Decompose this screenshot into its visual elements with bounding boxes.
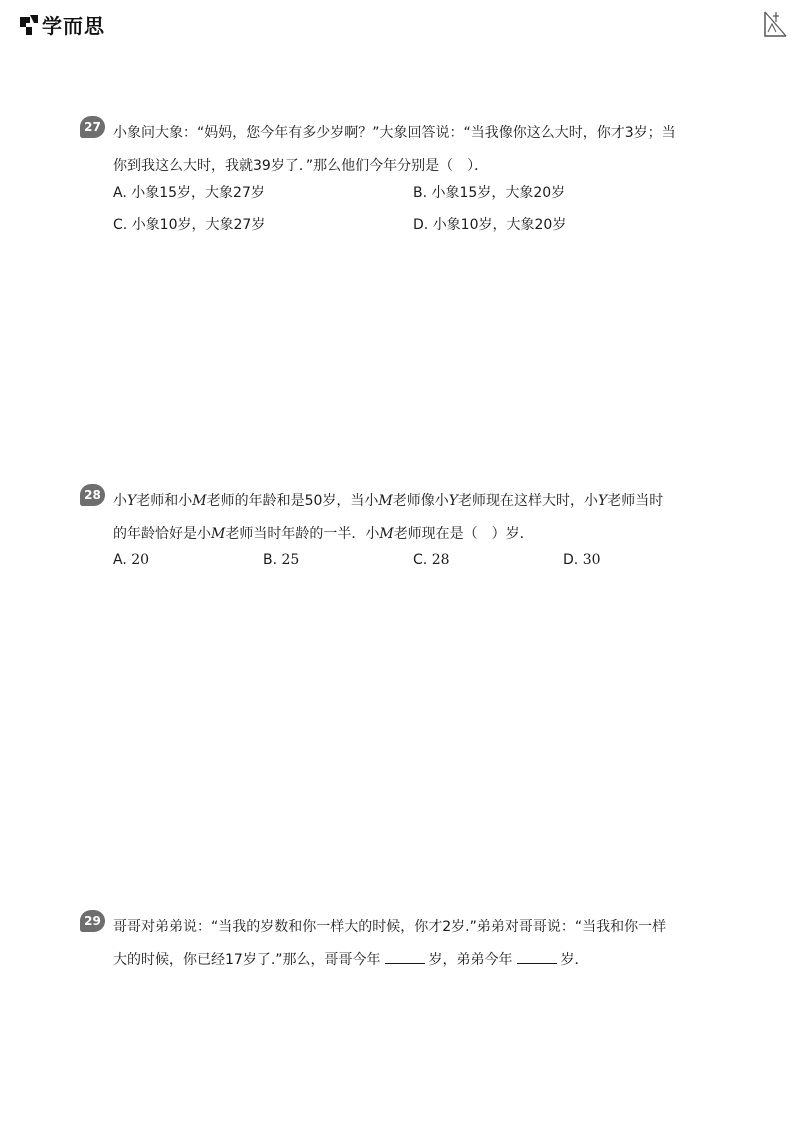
option-text: 小象15岁，大象20岁	[431, 185, 566, 201]
option-b[interactable]	[263, 552, 299, 568]
question-text	[113, 485, 723, 551]
question-line: 你到我这么大时，我就39岁了．”那么他们今年分别是（ ）．	[113, 158, 489, 174]
option-text: 30	[582, 552, 601, 568]
option-b[interactable]	[413, 182, 565, 202]
question-line: 小Y老师和小M老师的年龄和是50岁，当小M老师像小Y老师现在这样大时，小Y老师当时	[113, 493, 664, 509]
option-label: D.	[413, 217, 429, 233]
answer-blank-younger-brother[interactable]	[517, 949, 557, 964]
option-label: A.	[113, 552, 127, 568]
question-text	[113, 911, 723, 977]
brand-logo	[18, 10, 105, 39]
option-text: 20	[131, 552, 150, 568]
option-c[interactable]	[413, 552, 450, 568]
brand-mark-icon	[18, 13, 40, 37]
answer-blank-brother[interactable]	[385, 949, 425, 964]
option-text: 小象10岁，大象20岁	[432, 217, 567, 233]
option-text: 28	[431, 552, 450, 568]
option-label: B.	[413, 185, 428, 201]
question-line: 的年龄恰好是小M老师当时年龄的一半．小M老师现在是（ ）岁．	[113, 526, 534, 542]
corner-mark-icon	[762, 10, 788, 38]
question-line: 大的时候，你已经17岁了.”那么，哥哥今年 岁，弟弟今年 岁．	[113, 944, 723, 977]
option-label: B.	[263, 552, 278, 568]
question-text	[113, 117, 723, 183]
question-line: 哥哥对弟弟说：“当我的岁数和你一样大的时候，你才2岁.”弟弟对哥哥说：“当我和你一样	[113, 919, 667, 935]
question-number-badge: 29	[80, 910, 105, 932]
option-label: C.	[113, 217, 128, 233]
option-label: A.	[113, 185, 127, 201]
option-text: 小象15岁，大象27岁	[131, 185, 265, 201]
option-label: C.	[413, 552, 428, 568]
option-c[interactable]	[113, 214, 265, 234]
option-d[interactable]	[563, 552, 601, 568]
option-d[interactable]	[413, 214, 566, 234]
question-line: 小象问大象：“妈妈，您今年有多少岁啊？”大象回答说：“当我像你这么大时，你才3岁；当	[113, 125, 676, 141]
option-label: D.	[563, 552, 579, 568]
option-a[interactable]	[113, 552, 149, 568]
option-text: 25	[281, 552, 300, 568]
question-number-badge: 27	[80, 116, 105, 138]
option-text: 小象10岁，大象27岁	[131, 217, 266, 233]
brand-name: 学而思	[42, 14, 105, 38]
option-a[interactable]	[113, 182, 265, 202]
question-number-badge: 28	[80, 484, 105, 506]
